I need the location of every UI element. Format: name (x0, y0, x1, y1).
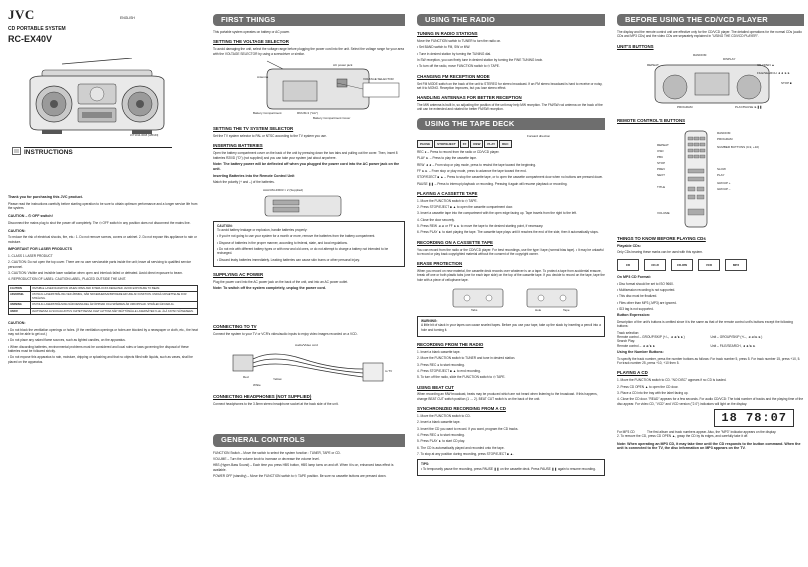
list-item: 2. Move the FUNCTION switch to TUNER and tune in desired station. (417, 356, 516, 361)
section-text: The MW antenna is built in, so adjusting the position of the unit may help MW reception. The FM/SW rod antenna on the back of the unit can be extended and rotated for better FM/SW reception. (417, 103, 603, 112)
list-item: 3. CAUTION: Visible and invisible laser radiation when open and interlock failed or defeated. Avoid direct exposure to beam. (8, 270, 183, 275)
section-banner: USING THE TAPE DECK (417, 118, 605, 130)
section-text: When recording an MW broadcast, beats may be produced which are not heard when listening to the broadcast. If this happens, change BEAT CUT switch position (1 ↔ 2). BEAT CUT switch is on the back of the unit. (417, 392, 598, 401)
section-heading: PLAYING A CD (617, 370, 648, 376)
section-heading: CHANGING FM RECEPTION MODE (417, 73, 490, 79)
figure-label: VOLUME (657, 210, 670, 215)
spacer (213, 408, 405, 434)
section-text: Set the TV system selector to PAL or NTSC according to the TV system you use. (213, 133, 327, 138)
figure-label: Battery Compartment Cover (313, 116, 351, 120)
caution-title: CAUTION – ⏻ OFF switch! (8, 214, 53, 219)
list-item: • Multisession recording is not supported. (617, 287, 676, 292)
list-item: 1. Move the FUNCTION switch to ⏻ TAPE. (417, 198, 478, 203)
thanks-text: Please read the instructions carefully before starting operation to be sure to obtain optimum performance and a longer service life from the system. (8, 201, 198, 211)
tips-text: • To temporarily pause the recording, press PAUSE ❚❚ on the cassette deck. Press PAUSE ❚❚ again to resume recording. (421, 466, 596, 471)
figure-label: PREV (657, 166, 666, 171)
display-label: For MP3 CD (617, 430, 635, 434)
section-heading: REMOTE CONTROL'S BUTTONS (617, 117, 686, 123)
list-item: 3. Insert the CD you want to record. If you want, program the CD tracks. (417, 426, 519, 431)
list-item: 4. Press REC ● to start recording. (417, 432, 465, 437)
caution2-title: CAUTION: (8, 228, 26, 233)
thanks-title: Thank you for purchasing this JVC product. (8, 195, 83, 199)
list-item: 5. To turn off the radio, slide the FUNCTION switch to ⏻ TAPE. (417, 375, 506, 380)
figure-label: Tape (563, 308, 570, 313)
radio-tape-column (413, 0, 609, 567)
list-item: 3. Press REC ● to start recording. (417, 362, 465, 367)
warning-box (417, 316, 605, 337)
list-item: • When discarding batteries, environmental problems must be considered and local rules or laws governing the disposal of these batteries must be followed strictly. (8, 344, 189, 354)
list-item: REW ◄◄ – From stop or play mode, press to rewind the tape toward the beginning. (417, 162, 536, 167)
cover-text-block (8, 193, 198, 366)
list-item: 4. Close the CD door. "READ" appears for a few seconds. For audio CD/VCD: The total number of tracks and the playing time of the disc appear. For video CD, "VCD" and VCD version ("2.0") indicators will light on the display. (617, 397, 804, 406)
section-note: Note: To switch off the system completely, unplug the power cord. (213, 286, 327, 291)
list-item: FUNCTION Switch – Move the switch to select the system function : TUNER, TAPE or CD. (213, 450, 341, 455)
figure-label: PLAY (717, 172, 725, 177)
list-item: • Files other than MP3 (.MP3) are ignored. (617, 300, 677, 305)
warning-title: WARNING: (421, 319, 438, 324)
list-item: 1. Move the FUNCTION switch to CD. "NO DISC" appears if no CD is loaded. (617, 378, 727, 383)
section-text: When you record on new material, the cassette deck records over whatever is on a tape. To protect a tape from accidental erasure, break off one or both plastic tabs (one for each tape side) on the top of the cassette tape. If you decide to record on the tape, tape the hole with a piece of cellophane tape. (417, 269, 605, 282)
instructions-icon (12, 146, 22, 156)
list-item: STOP/EJECT ■ ▲ – Press to stop the cassette tape, or to open the cassette compartment door when no buttons are pressed down. (417, 175, 604, 180)
list-item: 7. To stop at any position during recording, press STOP/EJECT ■ ▲. (417, 451, 514, 456)
list-item: 6. Press PLAY ► to start playing the tape. The cassette tape plays until it reaches the end of the side, then it automatically stops. (417, 230, 599, 235)
section-text: Open the battery compartment cover on the back of the unit by pressing down the two tabs and pulling out the cover. Then, insert 8 batteries R20/D ("D") (not supplied) and you can take your system just about anywhere. (213, 151, 398, 160)
table-row: ADVARSEL USYNLIG LASERSTRÅLING VED ÅBNING, NÅR SIKKERHEDSAFBRYDERE ER UDE AF FUNKTION. UNDGÅ UDSÆTTELSE FOR STRÅLING. (9, 292, 197, 302)
list-item: POWER OFF (standby) – Move the FUNCTION switch to ⏻ TAPE position. Be sure no cassette buttons are pressed down. (213, 473, 387, 478)
tape-deck-panel (417, 140, 605, 148)
list-item: • Disc format should be set to ISO 9660. (617, 281, 674, 286)
figure-label: Yellow (273, 377, 282, 382)
list-item: • To turn off the radio, move FUNCTION switch to ⏻ TAPE. (417, 64, 500, 69)
figure-label: R6/UM-3 ("AA") (297, 111, 318, 115)
figure-label: SLOW (717, 166, 726, 171)
figure-label: NEXT (657, 172, 666, 177)
section-text: Match the polarity (+ and –) of the batteries. (213, 180, 275, 185)
sub-heading: Inserting Batteries into the Remote Control Unit (213, 173, 295, 178)
figure-label: GROUP – (717, 186, 731, 191)
display-readout (617, 409, 794, 427)
list-item: VOLUME – Turn the volume knob to increase or decrease the volume level. (213, 456, 320, 461)
product-subtitle: CD PORTABLE SYSTEM (8, 25, 66, 32)
sub-heading: Button Expression: (617, 313, 651, 318)
stop-button-label: STOP ■ (781, 80, 792, 85)
list-item: To avoid battery leakage or explosion, handle batteries properly: (217, 227, 308, 232)
list-item: 2. Insert a blank cassette tape. (417, 420, 461, 425)
figure-label: REPEAT (657, 142, 669, 147)
section-heading: SYNCHRONIZED RECORDING FROM A CD (417, 406, 506, 412)
list-item: 4. Close the door securely. (417, 217, 455, 222)
cdrw-logo: CD-RW (671, 259, 693, 271)
list-item: 3. Place a CD into the tray with the label facing up. (617, 390, 689, 395)
remote-control-illustration (683, 129, 709, 229)
section-heading: CONNECTING HEADPHONES (NOT SUPPLIED) (213, 394, 312, 400)
tips-title: TIPS: (421, 462, 430, 467)
repeat-button-label: REPEAT (647, 62, 659, 67)
figure-label: Tabs (471, 308, 478, 313)
ff-button[interactable]: FF (460, 140, 470, 148)
list-item: • Set BAND switch to FM, SW or MW. (417, 45, 471, 50)
section-heading: INSERTING BATTERIES (213, 143, 263, 149)
mp3-logo: MP3 (725, 259, 747, 271)
figure-label: Hole (535, 308, 542, 313)
cassette-illustration (417, 285, 607, 313)
caution-box-title: CAUTION: (217, 223, 233, 228)
unit-buttons-figure (617, 53, 804, 113)
unit-top-illustration (647, 61, 777, 105)
figure-label: to TV (385, 369, 393, 374)
section-heading: THINGS TO KNOW BEFORE PLAYING CDs (617, 235, 706, 241)
figure-label: PBC (657, 154, 664, 159)
figure-label: GROUP + (717, 180, 731, 185)
figure-label: Red (243, 375, 249, 380)
section-heading: SUPPLYING AC POWER (213, 271, 264, 277)
list-item: • Discard leaky batteries immediately. Leaking batteries can cause skin burns or other personal injury. (217, 257, 360, 262)
final-note: Note: When operating an MP3 CD, it may take time until the CD responds to the button command. When the unit is connected to the TV, the disc information on MP3 appears on the TV. (617, 441, 801, 451)
figure-label: PROGRAM (717, 136, 733, 141)
table-row: Remote control – GROUP/SKIP (+/–, ◄◄/►►) Unit – GROUP/SKIP (+/–, ◄◄/►►) (617, 334, 763, 339)
figure-label: White (253, 383, 261, 388)
file-search-button-label: FILE/SEARCH ◄◄ ►► (757, 70, 791, 75)
cover-column (0, 0, 205, 567)
list-item: 2. To remove the CD, press CD OPEN ▲, grasp the CD by its edges, and carefully take it off. (617, 434, 749, 439)
section-heading: CONNECTING TO TV (213, 323, 257, 329)
sub-heading: Playable CDs: (617, 243, 641, 248)
section-banner: USING THE RADIO (417, 14, 605, 26)
list-item: 1. CLASS 1 LASER PRODUCT (8, 253, 53, 258)
caution-box (213, 221, 405, 267)
list-item: PAUSE ❚❚ – Press to interrupt playback or recording. Pressing it again will resume playback or recording. (417, 181, 568, 186)
section-heading: SETTING THE VOLTAGE SELECTOR (213, 39, 289, 45)
list-item: 2. CAUTION: Do not open the top cover. There are no user serviceable parts inside the unit; leave all servicing to qualified service personnel. (8, 260, 191, 269)
remote-figure (617, 127, 804, 231)
spacer (213, 293, 405, 319)
list-item: • Do not mix with different battery types or with new and old ones, or do not attempt to charge a battery not intended to be recharged. (217, 246, 389, 256)
figure-label: TITLE (657, 184, 666, 189)
section-text: Connect the system to your TV or VCR's video/audio inputs to enjoy video images recorded on a VCD. (213, 331, 358, 336)
play-pause-button-label: PLAY/PAUSE ►❚❚ (735, 104, 763, 109)
display-button-label: DISPLAY (723, 56, 736, 61)
figure-label: OSD (657, 148, 664, 153)
cd-open-button-label: CD OPEN ▲ (757, 62, 775, 67)
caution2-text: To reduce the risk of electrical shocks, fire, etc.: 1. Do not remove screws, covers or cabinet. 2. Do not expose this appliance to rain or moisture. (8, 235, 197, 244)
play-button[interactable]: PLAY (484, 140, 498, 148)
brand-logo: JVC (8, 7, 35, 22)
list-item: FF ►► – From stop or play mode, press to advance the tape toward the end. (417, 168, 527, 173)
list-item: • This disc must be finalized. (617, 294, 658, 299)
list-item: • Do not expose this apparatus to rain, moisture, dripping or splashing and that no objects filled with liquids, such as vases, shall be placed on the apparatus. (8, 355, 193, 364)
section-banner: BEFORE USING THE CD/VCD PLAYER (617, 14, 804, 26)
figure-label: Battery Compartment (253, 111, 282, 115)
program-button-label: PROGRAM (677, 104, 693, 109)
table-row: VARO! AVATTAESSA JA SUOJALUKITUS OHITETTAESSA OLET ALTTIINA NÄKYMÄTTÖMÄLLE LASERSÄTEILYLLE. ÄLÄ KATSO SÄTEESEEN. (10, 309, 194, 313)
boombox-illustration (22, 58, 172, 138)
list-item: Move the FUNCTION switch to TUNER to turn the radio on. (417, 39, 502, 44)
section-heading: RECORDING FROM THE RADIO (417, 342, 484, 348)
list-item: • Do not place any naked flame sources, such as lighted candles, on the apparatus. (8, 338, 126, 343)
section-text: Connect headphones to the 3.5mm stereo headphone socket at the back side of the unit. (213, 402, 339, 407)
lcd-display: 18 78:07 (714, 409, 794, 427)
list-item: 5. Press PLAY ► to start CD play. (417, 439, 465, 444)
warning-text: A little bit of slack in your tapes can cause snarled tapes. Before you use your tape, take up the slack by inserting a pencil into a hole and turning it. (421, 323, 601, 332)
cdr-logo: CD-R (644, 259, 666, 271)
list-item: 2. Press STOP/EJECT ■ ▲ to open the cassette compartment door. (417, 205, 514, 210)
list-item: 4. REPRODUCTION OF LABEL: CAUTION LABEL, PLACED OUTSIDE THE UNIT. (8, 277, 127, 282)
section-heading: PLAYING A CASSETTE TAPE (417, 190, 478, 196)
list-item: 5. Press REW ◄◄ or FF ►► to move the tape to the desired starting point, if necessary. (417, 224, 544, 229)
figure-label: Forward direction (527, 133, 551, 138)
section-heading: ERASE PROTECTION (417, 261, 463, 267)
section-text: Set FM MODE switch on the back of the unit to STEREO for stereo broadcast. If an FM stereo broadcast is hard to receive or noisy, set it to MONO. Reception improves, but you lose stereo effect. (417, 81, 603, 90)
intro-text: This portable system operates on battery or AC power. (213, 30, 290, 35)
list-item: 2. Press CD OPEN ▲ to open the CD door. (617, 384, 679, 389)
list-item: • ID3 tag is not supported. (617, 306, 654, 311)
laser-warning-label (8, 285, 198, 316)
list-item: • Tune in desired station by turning the TUNING dial. (417, 51, 492, 56)
part-number: LVT1014-001B [U/B/UN] (130, 134, 159, 137)
tips-box (417, 459, 605, 476)
list-item: 1. Insert a blank cassette tape. (417, 349, 461, 354)
section-text: Description of the unit's buttons is omitted since it is the same as that of the remote control unit's buttons except the following buttons: (617, 319, 793, 329)
button-table (617, 331, 804, 348)
section-heading: TUNING IN RADIO STATIONS (417, 31, 478, 37)
pause-button[interactable]: PAUSE (417, 140, 433, 148)
cd-player-column (613, 0, 808, 567)
section-note: Note: The battery power will be deflected off when you plugged the power cord into the AC power jack on the unit. (213, 161, 400, 171)
caution3-title: CAUTION: (8, 321, 26, 325)
figure-label: VOLTAGE SELECTOR (363, 77, 394, 81)
intro-text: The display and the remote control unit are effective only for the CD/VCD player. The detailed operations for the normal CDs (audio CDs and MP3 CDs) and the video CDs are separately explained in "USING THE CD/VCD PLAYER". (617, 30, 802, 39)
erase-protection-figure (417, 285, 605, 313)
remote-battery-figure (213, 188, 405, 218)
instructions-heading: INSTRUCTIONS (24, 147, 172, 158)
voltage-figure (213, 59, 405, 121)
table-row: CAUTION INVISIBLE LASER RADIATION WHEN OPEN AND INTERLOCKS DEFEATED. AVOID EXPOSURE TO BEAM. (9, 286, 197, 293)
rec-button[interactable]: REC (499, 140, 511, 148)
table-row: Remote control – ◄◄/►► Unit – FILE/SEARCH, ◄◄/►► (617, 343, 756, 348)
figure-label: RANDOM (717, 130, 731, 135)
figure-label: Audio/Video cord (295, 343, 318, 348)
language-label: ENGLISH (120, 16, 135, 20)
list-item: 1. Move the FUNCTION switch to CD. (417, 414, 471, 419)
figure-label: AAA/UM-4/R03 × 2 (Supplied) (263, 187, 304, 192)
cd-logo: CD (617, 259, 639, 271)
laser-title: IMPORTANT FOR LASER PRODUCTS (8, 247, 73, 252)
section-text: You can record from the radio or the CD/VCD player. For best recordings, use the type I tape (normal bias tape). • It may be unlawful to record or play back copyrighted material without the consent of the copyright owner. (417, 247, 604, 256)
list-item: • Dispose of batteries in the proper manner, according to federal, state, and local regulations. (217, 240, 348, 245)
section-heading: USING BEAT CUT (417, 384, 454, 390)
table-row: Track selection: (617, 330, 640, 335)
display-text: The first album and track numbers appear. Also, the "MP3" indicator appears on the display. (647, 430, 777, 434)
list-item: 3. Insert a cassette tape into the compartment with the open edge facing up. Tape travels from the right to the left. (417, 211, 577, 216)
list-item: 4. Press STOP/EJECT ■ ▲ to end recording. (417, 368, 481, 373)
list-item: • Do not block the ventilation openings or holes. (If the ventilation openings or holes are blocked by a newspaper or cloth, etc., the heat may not be able to get out.) (8, 327, 198, 337)
battery-icon (263, 194, 343, 218)
section-heading: RECORDING ON A CASSETTE TAPE (417, 239, 493, 245)
list-item: 6. The CD is automatically played and recorded onto the tape. (417, 445, 505, 450)
list-item: HBS (Hyper-Bass Sound) – Each time you press HBS button, HBS lamp turns on and off. When it is on, enhanced bass effect is available. (213, 463, 394, 472)
section-text: Plug the power cord into the AC power jack on the back of the unit, and into an AC power outlet. (213, 279, 349, 284)
list-item: PLAY ► – Press to play the cassette tape. (417, 156, 477, 161)
stop-eject-button[interactable]: STOP/EJECT (434, 140, 459, 148)
section-banner: FIRST THINGS (213, 14, 405, 26)
tv-connection-figure (213, 339, 405, 389)
vcd-logo: VCD (698, 259, 720, 271)
rew-button[interactable]: REW (470, 140, 483, 148)
sub-heading: Using the Number Buttons: (617, 349, 664, 354)
first-things-column (209, 0, 409, 567)
figure-label: AC power jack (333, 63, 353, 67)
figure-label: STOP (657, 160, 666, 165)
random-button-label: RANDOM (693, 52, 707, 57)
figure-label: NUMBER BUTTONS (0-9, +10) (717, 144, 760, 149)
section-heading: SETTING THE TV SYSTEM SELECTOR (213, 126, 294, 131)
table-row: VARNING OSYNLIG LASERSTRÅLNING NÄR DENNA DEL ÄR ÖPPNAD OCH SPÄRREN ÄR URKOPPLAD. STRÅLEN ÄR FARLIG. (9, 302, 197, 309)
section-banner: GENERAL CONTROLS (213, 434, 405, 446)
section-text: To avoid damaging the unit, select the voltage range before plugging the power cord into the unit. Select the voltage range for your area with the VOLTAGE SELECTOR by using a screwdriver or similar. (213, 47, 405, 56)
section-heading: UNIT'S BUTTONS (617, 43, 654, 49)
laser-list (8, 254, 198, 282)
model-number: RC-EX40V (8, 34, 53, 45)
list-item: In SW reception, you can finely tune in desired station by turning the FINE TUNING knob. (417, 58, 544, 62)
section-heading: HANDLING ANTENNAS FOR BETTER RECEPTION (417, 95, 522, 101)
disc-logos (617, 259, 804, 271)
section-text: Only CDs bearing these marks can be used with this system. (617, 250, 703, 255)
table-row: Search Play: (617, 339, 636, 344)
figure-label: Antenna (257, 75, 269, 79)
section-text: To specify the track number, press the number buttons as follows: For track number 5, press 5. For track number 15, press +10, 5. For track number 25, press +10, +10 then 5. (617, 356, 801, 365)
list-item: • If you're not going to use your system for a month or more, remove the batteries from the battery compartment. (217, 234, 376, 239)
caution-text: Disconnect the mains plug to shut the power off completely. The ⏻ OFF switch in any position does not disconnect the mains line. (8, 221, 191, 226)
list-item: REC ● – Press to record from the radio or CD/VCD player. (417, 149, 500, 154)
sub-heading: On MP3 CD Format: (617, 274, 651, 279)
